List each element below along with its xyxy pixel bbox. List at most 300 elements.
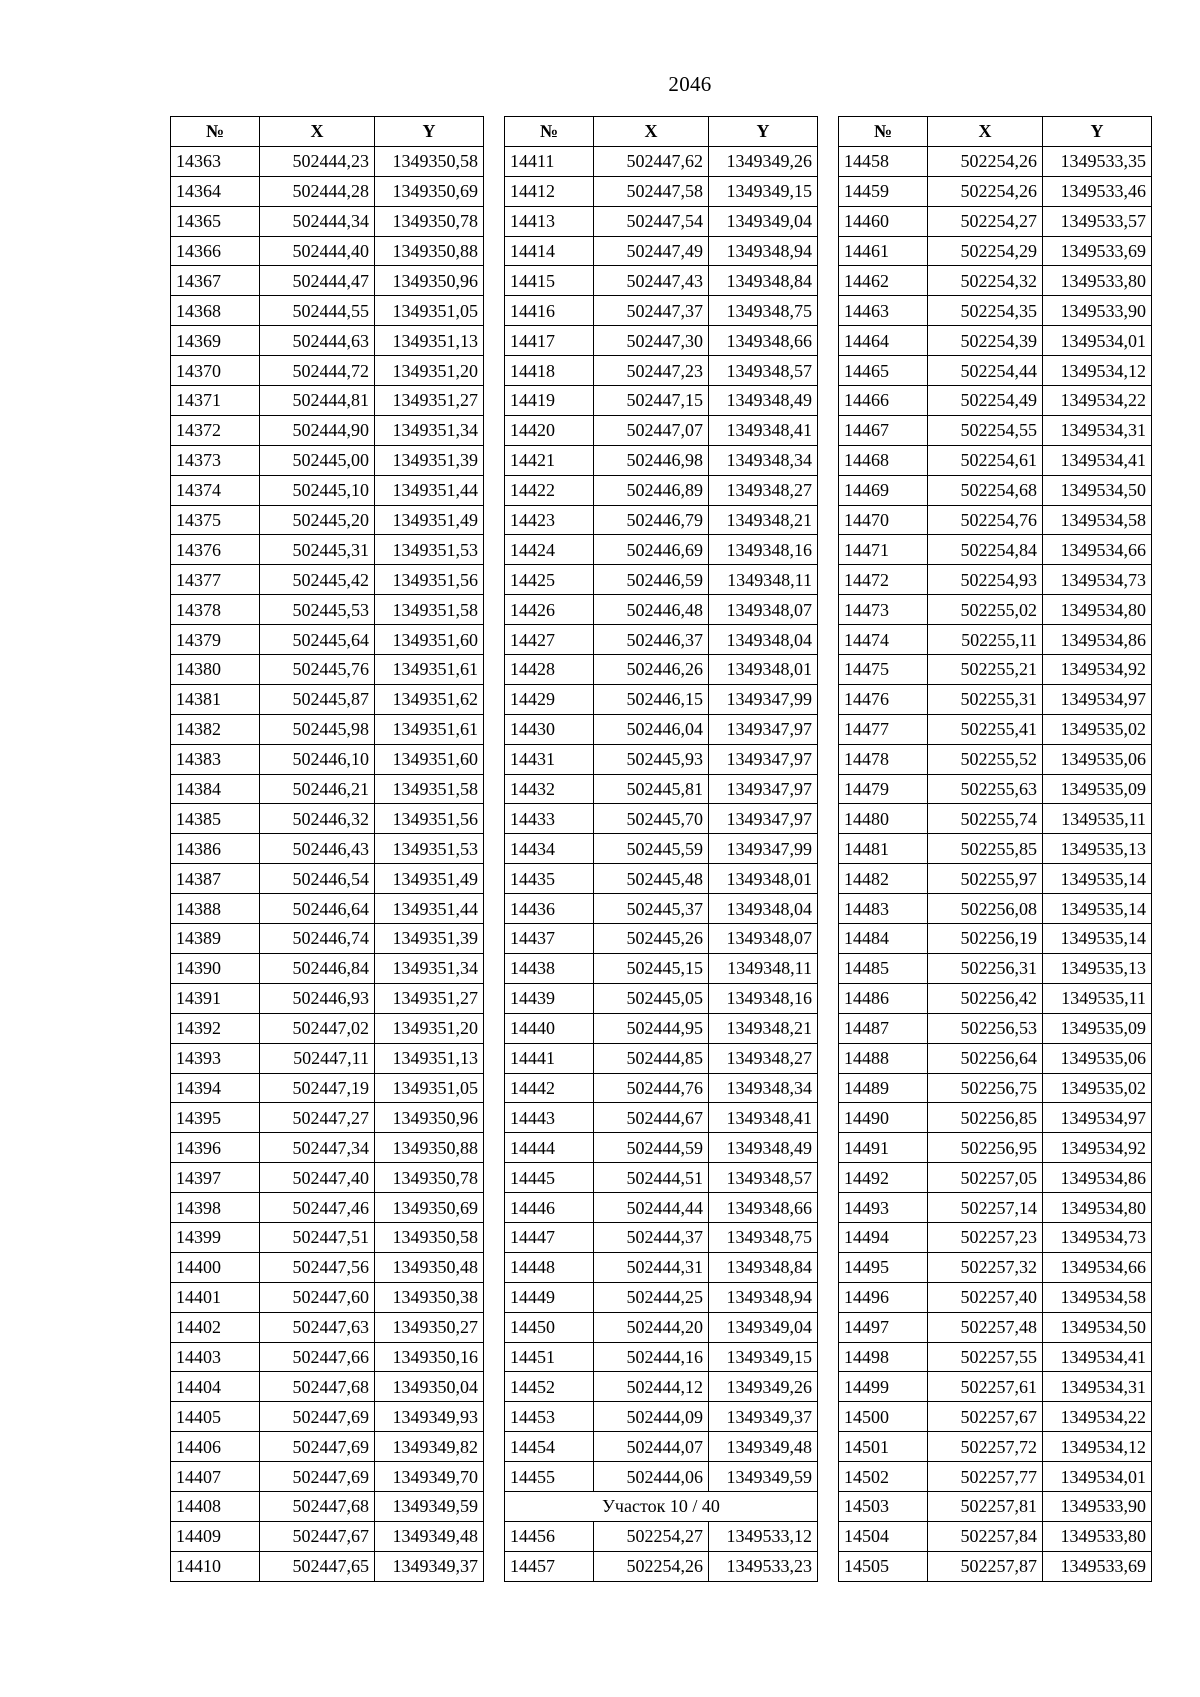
cell-point-number: 14451 bbox=[505, 1342, 594, 1372]
cell-y-coordinate: 1349348,49 bbox=[709, 1133, 818, 1163]
cell-point-number: 14460 bbox=[839, 206, 928, 236]
cell-x-coordinate: 502447,69 bbox=[260, 1462, 375, 1492]
cell-x-coordinate: 502446,74 bbox=[260, 924, 375, 954]
cell-x-coordinate: 502447,23 bbox=[594, 356, 709, 386]
table-row bbox=[171, 924, 484, 954]
table-row bbox=[839, 1043, 1152, 1073]
cell-x-coordinate: 502444,06 bbox=[594, 1462, 709, 1492]
cell-y-coordinate: 1349351,27 bbox=[375, 386, 484, 416]
cell-x-coordinate: 502444,95 bbox=[594, 1013, 709, 1043]
cell-x-coordinate: 502254,26 bbox=[928, 176, 1043, 206]
cell-point-number: 14388 bbox=[171, 894, 260, 924]
cell-point-number: 14378 bbox=[171, 595, 260, 625]
cell-x-coordinate: 502257,48 bbox=[928, 1312, 1043, 1342]
cell-point-number: 14483 bbox=[839, 894, 928, 924]
cell-point-number: 14494 bbox=[839, 1222, 928, 1252]
cell-point-number: 14416 bbox=[505, 296, 594, 326]
cell-x-coordinate: 502254,44 bbox=[928, 356, 1043, 386]
cell-point-number: 14415 bbox=[505, 266, 594, 296]
table-row bbox=[505, 864, 818, 894]
table-row bbox=[171, 445, 484, 475]
table-row bbox=[171, 1103, 484, 1133]
cell-y-coordinate: 1349534,01 bbox=[1043, 1462, 1152, 1492]
cell-point-number: 14468 bbox=[839, 445, 928, 475]
cell-x-coordinate: 502255,63 bbox=[928, 774, 1043, 804]
table-row bbox=[505, 356, 818, 386]
cell-y-coordinate: 1349348,16 bbox=[709, 983, 818, 1013]
cell-point-number: 14496 bbox=[839, 1282, 928, 1312]
cell-y-coordinate: 1349534,22 bbox=[1043, 1402, 1152, 1432]
cell-x-coordinate: 502445,15 bbox=[594, 953, 709, 983]
table-row bbox=[171, 983, 484, 1013]
cell-x-coordinate: 502255,97 bbox=[928, 864, 1043, 894]
cell-x-coordinate: 502447,67 bbox=[260, 1521, 375, 1551]
cell-x-coordinate: 502444,09 bbox=[594, 1402, 709, 1432]
table-row bbox=[171, 415, 484, 445]
cell-point-number: 14501 bbox=[839, 1432, 928, 1462]
table-row bbox=[839, 1103, 1152, 1133]
cell-y-coordinate: 1349349,15 bbox=[709, 1342, 818, 1372]
cell-x-coordinate: 502445,98 bbox=[260, 714, 375, 744]
cell-point-number: 14433 bbox=[505, 804, 594, 834]
cell-y-coordinate: 1349348,57 bbox=[709, 356, 818, 386]
cell-point-number: 14502 bbox=[839, 1462, 928, 1492]
table-row bbox=[839, 1073, 1152, 1103]
cell-y-coordinate: 1349351,61 bbox=[375, 655, 484, 685]
cell-y-coordinate: 1349348,94 bbox=[709, 236, 818, 266]
table-row bbox=[171, 655, 484, 685]
table-row bbox=[171, 834, 484, 864]
cell-point-number: 14410 bbox=[171, 1551, 260, 1581]
cell-x-coordinate: 502447,69 bbox=[260, 1402, 375, 1432]
table-row bbox=[505, 296, 818, 326]
cell-x-coordinate: 502447,56 bbox=[260, 1252, 375, 1282]
cell-point-number: 14491 bbox=[839, 1133, 928, 1163]
table-row bbox=[505, 1312, 818, 1342]
cell-y-coordinate: 1349351,56 bbox=[375, 565, 484, 595]
cell-y-coordinate: 1349348,49 bbox=[709, 386, 818, 416]
cell-y-coordinate: 1349534,22 bbox=[1043, 386, 1152, 416]
table-row bbox=[839, 894, 1152, 924]
cell-x-coordinate: 502255,21 bbox=[928, 655, 1043, 685]
cell-x-coordinate: 502446,32 bbox=[260, 804, 375, 834]
cell-x-coordinate: 502444,12 bbox=[594, 1372, 709, 1402]
cell-x-coordinate: 502446,79 bbox=[594, 505, 709, 535]
cell-x-coordinate: 502447,51 bbox=[260, 1222, 375, 1252]
table-row bbox=[505, 535, 818, 565]
cell-point-number: 14455 bbox=[505, 1462, 594, 1492]
cell-point-number: 14423 bbox=[505, 505, 594, 535]
cell-x-coordinate: 502446,21 bbox=[260, 774, 375, 804]
cell-x-coordinate: 502254,27 bbox=[928, 206, 1043, 236]
cell-y-coordinate: 1349351,20 bbox=[375, 1013, 484, 1043]
table-row bbox=[505, 1222, 818, 1252]
table-row bbox=[505, 1372, 818, 1402]
cell-point-number: 14486 bbox=[839, 983, 928, 1013]
table-row bbox=[171, 1491, 484, 1521]
table-row bbox=[839, 1282, 1152, 1312]
cell-x-coordinate: 502444,51 bbox=[594, 1163, 709, 1193]
table-row bbox=[505, 774, 818, 804]
cell-x-coordinate: 502446,10 bbox=[260, 744, 375, 774]
table-row bbox=[505, 684, 818, 714]
cell-x-coordinate: 502444,34 bbox=[260, 206, 375, 236]
cell-y-coordinate: 1349535,11 bbox=[1043, 983, 1152, 1013]
table-row bbox=[171, 266, 484, 296]
cell-y-coordinate: 1349533,69 bbox=[1043, 236, 1152, 266]
cell-point-number: 14435 bbox=[505, 864, 594, 894]
cell-point-number: 14391 bbox=[171, 983, 260, 1013]
table-row bbox=[171, 1043, 484, 1073]
coordinate-table-1 bbox=[170, 116, 484, 1582]
cell-y-coordinate: 1349534,66 bbox=[1043, 1252, 1152, 1282]
table-row bbox=[839, 1222, 1152, 1252]
cell-x-coordinate: 502257,40 bbox=[928, 1282, 1043, 1312]
cell-x-coordinate: 502256,31 bbox=[928, 953, 1043, 983]
cell-point-number: 14492 bbox=[839, 1163, 928, 1193]
cell-y-coordinate: 1349351,39 bbox=[375, 924, 484, 954]
table-row bbox=[839, 206, 1152, 236]
cell-x-coordinate: 502445,00 bbox=[260, 445, 375, 475]
cell-y-coordinate: 1349534,80 bbox=[1043, 1193, 1152, 1223]
cell-x-coordinate: 502447,11 bbox=[260, 1043, 375, 1073]
table-row bbox=[171, 1312, 484, 1342]
cell-y-coordinate: 1349349,04 bbox=[709, 1312, 818, 1342]
cell-y-coordinate: 1349347,99 bbox=[709, 834, 818, 864]
coordinate-table-3 bbox=[838, 116, 1152, 1582]
cell-y-coordinate: 1349348,94 bbox=[709, 1282, 818, 1312]
cell-y-coordinate: 1349535,09 bbox=[1043, 774, 1152, 804]
cell-x-coordinate: 502446,54 bbox=[260, 864, 375, 894]
table-row bbox=[171, 1013, 484, 1043]
table-row bbox=[505, 1193, 818, 1223]
cell-y-coordinate: 1349351,61 bbox=[375, 714, 484, 744]
cell-point-number: 14383 bbox=[171, 744, 260, 774]
cell-y-coordinate: 1349348,21 bbox=[709, 505, 818, 535]
table-row bbox=[839, 445, 1152, 475]
table-row bbox=[839, 1402, 1152, 1432]
table-row bbox=[505, 415, 818, 445]
cell-y-coordinate: 1349348,84 bbox=[709, 1252, 818, 1282]
cell-y-coordinate: 1349351,49 bbox=[375, 864, 484, 894]
cell-y-coordinate: 1349350,88 bbox=[375, 1133, 484, 1163]
cell-x-coordinate: 502446,64 bbox=[260, 894, 375, 924]
table-row bbox=[171, 774, 484, 804]
table-row bbox=[171, 505, 484, 535]
cell-y-coordinate: 1349534,31 bbox=[1043, 415, 1152, 445]
cell-y-coordinate: 1349351,56 bbox=[375, 804, 484, 834]
table-row bbox=[505, 565, 818, 595]
cell-y-coordinate: 1349533,90 bbox=[1043, 1491, 1152, 1521]
cell-y-coordinate: 1349533,90 bbox=[1043, 296, 1152, 326]
cell-point-number: 14481 bbox=[839, 834, 928, 864]
cell-x-coordinate: 502256,42 bbox=[928, 983, 1043, 1013]
cell-y-coordinate: 1349535,06 bbox=[1043, 744, 1152, 774]
cell-point-number: 14428 bbox=[505, 655, 594, 685]
cell-x-coordinate: 502446,59 bbox=[594, 565, 709, 595]
cell-y-coordinate: 1349348,16 bbox=[709, 535, 818, 565]
cell-x-coordinate: 502446,26 bbox=[594, 655, 709, 685]
cell-y-coordinate: 1349533,80 bbox=[1043, 1521, 1152, 1551]
table-row bbox=[171, 356, 484, 386]
cell-x-coordinate: 502447,66 bbox=[260, 1342, 375, 1372]
cell-point-number: 14456 bbox=[505, 1521, 594, 1551]
cell-y-coordinate: 1349534,86 bbox=[1043, 1163, 1152, 1193]
table-row bbox=[171, 953, 484, 983]
table-row bbox=[171, 206, 484, 236]
cell-x-coordinate: 502255,11 bbox=[928, 625, 1043, 655]
cell-point-number: 14497 bbox=[839, 1312, 928, 1342]
cell-x-coordinate: 502447,54 bbox=[594, 206, 709, 236]
cell-y-coordinate: 1349535,14 bbox=[1043, 864, 1152, 894]
cell-y-coordinate: 1349349,82 bbox=[375, 1432, 484, 1462]
cell-x-coordinate: 502447,02 bbox=[260, 1013, 375, 1043]
header-no: № bbox=[505, 117, 594, 147]
table-row bbox=[171, 146, 484, 176]
cell-y-coordinate: 1349349,48 bbox=[709, 1432, 818, 1462]
cell-y-coordinate: 1349535,06 bbox=[1043, 1043, 1152, 1073]
cell-point-number: 14445 bbox=[505, 1163, 594, 1193]
cell-point-number: 14417 bbox=[505, 326, 594, 356]
table-row bbox=[505, 206, 818, 236]
cell-y-coordinate: 1349350,58 bbox=[375, 1222, 484, 1252]
cell-y-coordinate: 1349535,09 bbox=[1043, 1013, 1152, 1043]
cell-point-number: 14461 bbox=[839, 236, 928, 266]
table-row bbox=[839, 924, 1152, 954]
table-row bbox=[171, 714, 484, 744]
cell-x-coordinate: 502444,23 bbox=[260, 146, 375, 176]
cell-point-number: 14488 bbox=[839, 1043, 928, 1073]
cell-point-number: 14365 bbox=[171, 206, 260, 236]
table-row bbox=[505, 1043, 818, 1073]
cell-x-coordinate: 502444,07 bbox=[594, 1432, 709, 1462]
table-row bbox=[839, 1312, 1152, 1342]
cell-x-coordinate: 502447,60 bbox=[260, 1282, 375, 1312]
cell-point-number: 14427 bbox=[505, 625, 594, 655]
cell-point-number: 14404 bbox=[171, 1372, 260, 1402]
cell-y-coordinate: 1349351,49 bbox=[375, 505, 484, 535]
cell-x-coordinate: 502257,55 bbox=[928, 1342, 1043, 1372]
cell-x-coordinate: 502254,29 bbox=[928, 236, 1043, 266]
cell-point-number: 14495 bbox=[839, 1252, 928, 1282]
cell-x-coordinate: 502255,74 bbox=[928, 804, 1043, 834]
cell-point-number: 14474 bbox=[839, 625, 928, 655]
table-row bbox=[505, 505, 818, 535]
cell-point-number: 14479 bbox=[839, 774, 928, 804]
cell-x-coordinate: 502445,59 bbox=[594, 834, 709, 864]
cell-point-number: 14408 bbox=[171, 1491, 260, 1521]
table-row bbox=[171, 1402, 484, 1432]
cell-x-coordinate: 502446,48 bbox=[594, 595, 709, 625]
cell-point-number: 14499 bbox=[839, 1372, 928, 1402]
table-row bbox=[839, 714, 1152, 744]
cell-y-coordinate: 1349535,13 bbox=[1043, 953, 1152, 983]
cell-x-coordinate: 502254,26 bbox=[594, 1551, 709, 1581]
cell-y-coordinate: 1349534,73 bbox=[1043, 1222, 1152, 1252]
header-x: X bbox=[594, 117, 709, 147]
cell-y-coordinate: 1349533,69 bbox=[1043, 1551, 1152, 1581]
table-row bbox=[171, 1342, 484, 1372]
table-row bbox=[505, 1013, 818, 1043]
table-row bbox=[171, 1163, 484, 1193]
cell-x-coordinate: 502444,90 bbox=[260, 415, 375, 445]
table-row bbox=[505, 744, 818, 774]
cell-point-number: 14443 bbox=[505, 1103, 594, 1133]
cell-x-coordinate: 502446,93 bbox=[260, 983, 375, 1013]
cell-point-number: 14459 bbox=[839, 176, 928, 206]
table-row bbox=[839, 176, 1152, 206]
cell-point-number: 14392 bbox=[171, 1013, 260, 1043]
table-row bbox=[171, 744, 484, 774]
cell-y-coordinate: 1349348,01 bbox=[709, 864, 818, 894]
cell-y-coordinate: 1349534,92 bbox=[1043, 655, 1152, 685]
cell-point-number: 14484 bbox=[839, 924, 928, 954]
cell-y-coordinate: 1349349,37 bbox=[375, 1551, 484, 1581]
cell-x-coordinate: 502445,93 bbox=[594, 744, 709, 774]
cell-y-coordinate: 1349534,73 bbox=[1043, 565, 1152, 595]
header-y: Y bbox=[375, 117, 484, 147]
header-x: X bbox=[260, 117, 375, 147]
cell-x-coordinate: 502254,61 bbox=[928, 445, 1043, 475]
cell-x-coordinate: 502256,53 bbox=[928, 1013, 1043, 1043]
cell-y-coordinate: 1349348,04 bbox=[709, 894, 818, 924]
cell-x-coordinate: 502446,37 bbox=[594, 625, 709, 655]
cell-y-coordinate: 1349349,26 bbox=[709, 1372, 818, 1402]
cell-point-number: 14463 bbox=[839, 296, 928, 326]
cell-x-coordinate: 502444,76 bbox=[594, 1073, 709, 1103]
cell-y-coordinate: 1349348,11 bbox=[709, 565, 818, 595]
cell-x-coordinate: 502445,42 bbox=[260, 565, 375, 595]
cell-y-coordinate: 1349534,50 bbox=[1043, 1312, 1152, 1342]
cell-y-coordinate: 1349351,27 bbox=[375, 983, 484, 1013]
table-row bbox=[839, 1013, 1152, 1043]
cell-x-coordinate: 502257,72 bbox=[928, 1432, 1043, 1462]
table-row bbox=[839, 1163, 1152, 1193]
cell-point-number: 14444 bbox=[505, 1133, 594, 1163]
table-row bbox=[839, 655, 1152, 685]
table-row bbox=[839, 326, 1152, 356]
table-row bbox=[505, 1133, 818, 1163]
table-row bbox=[839, 535, 1152, 565]
cell-point-number: 14478 bbox=[839, 744, 928, 774]
cell-point-number: 14439 bbox=[505, 983, 594, 1013]
cell-point-number: 14457 bbox=[505, 1551, 594, 1581]
table-row bbox=[839, 386, 1152, 416]
table-row bbox=[171, 804, 484, 834]
table-row bbox=[505, 595, 818, 625]
table-row bbox=[839, 505, 1152, 535]
cell-point-number: 14505 bbox=[839, 1551, 928, 1581]
table-row bbox=[171, 535, 484, 565]
table-row bbox=[171, 894, 484, 924]
cell-point-number: 14448 bbox=[505, 1252, 594, 1282]
table-row bbox=[839, 236, 1152, 266]
cell-y-coordinate: 1349533,57 bbox=[1043, 206, 1152, 236]
cell-point-number: 14493 bbox=[839, 1193, 928, 1223]
cell-x-coordinate: 502444,85 bbox=[594, 1043, 709, 1073]
cell-y-coordinate: 1349351,60 bbox=[375, 744, 484, 774]
cell-point-number: 14452 bbox=[505, 1372, 594, 1402]
cell-x-coordinate: 502444,28 bbox=[260, 176, 375, 206]
table-row bbox=[505, 655, 818, 685]
cell-y-coordinate: 1349350,38 bbox=[375, 1282, 484, 1312]
cell-y-coordinate: 1349535,14 bbox=[1043, 894, 1152, 924]
table-row bbox=[839, 953, 1152, 983]
table-header-row bbox=[505, 117, 818, 147]
cell-y-coordinate: 1349349,70 bbox=[375, 1462, 484, 1492]
cell-x-coordinate: 502257,84 bbox=[928, 1521, 1043, 1551]
cell-x-coordinate: 502254,39 bbox=[928, 326, 1043, 356]
table-row bbox=[505, 326, 818, 356]
cell-point-number: 14402 bbox=[171, 1312, 260, 1342]
cell-point-number: 14407 bbox=[171, 1462, 260, 1492]
cell-x-coordinate: 502446,15 bbox=[594, 684, 709, 714]
cell-y-coordinate: 1349349,48 bbox=[375, 1521, 484, 1551]
cell-point-number: 14482 bbox=[839, 864, 928, 894]
cell-point-number: 14430 bbox=[505, 714, 594, 744]
cell-y-coordinate: 1349533,23 bbox=[709, 1551, 818, 1581]
cell-point-number: 14393 bbox=[171, 1043, 260, 1073]
table-row bbox=[505, 266, 818, 296]
cell-point-number: 14458 bbox=[839, 146, 928, 176]
cell-y-coordinate: 1349534,31 bbox=[1043, 1372, 1152, 1402]
cell-point-number: 14420 bbox=[505, 415, 594, 445]
cell-y-coordinate: 1349348,75 bbox=[709, 1222, 818, 1252]
cell-y-coordinate: 1349350,04 bbox=[375, 1372, 484, 1402]
table-row bbox=[839, 774, 1152, 804]
cell-point-number: 14411 bbox=[505, 146, 594, 176]
table-row bbox=[839, 1372, 1152, 1402]
cell-point-number: 14453 bbox=[505, 1402, 594, 1432]
cell-x-coordinate: 502256,64 bbox=[928, 1043, 1043, 1073]
table-row bbox=[839, 1551, 1152, 1581]
cell-x-coordinate: 502444,67 bbox=[594, 1103, 709, 1133]
table-row bbox=[505, 236, 818, 266]
table-row bbox=[505, 924, 818, 954]
table-row bbox=[839, 146, 1152, 176]
table-row bbox=[839, 983, 1152, 1013]
cell-y-coordinate: 1349350,88 bbox=[375, 236, 484, 266]
table-row bbox=[505, 834, 818, 864]
cell-x-coordinate: 502445,48 bbox=[594, 864, 709, 894]
table-row bbox=[505, 1252, 818, 1282]
coordinate-tables bbox=[0, 116, 1200, 1586]
cell-point-number: 14412 bbox=[505, 176, 594, 206]
cell-y-coordinate: 1349534,92 bbox=[1043, 1133, 1152, 1163]
cell-x-coordinate: 502254,76 bbox=[928, 505, 1043, 535]
cell-x-coordinate: 502447,34 bbox=[260, 1133, 375, 1163]
cell-y-coordinate: 1349535,11 bbox=[1043, 804, 1152, 834]
cell-point-number: 14377 bbox=[171, 565, 260, 595]
table-row bbox=[171, 475, 484, 505]
table-row bbox=[171, 1462, 484, 1492]
cell-point-number: 14386 bbox=[171, 834, 260, 864]
cell-y-coordinate: 1349351,44 bbox=[375, 475, 484, 505]
cell-y-coordinate: 1349348,66 bbox=[709, 326, 818, 356]
cell-x-coordinate: 502254,27 bbox=[594, 1521, 709, 1551]
table-row bbox=[839, 864, 1152, 894]
cell-point-number: 14450 bbox=[505, 1312, 594, 1342]
cell-x-coordinate: 502445,26 bbox=[594, 924, 709, 954]
cell-y-coordinate: 1349349,59 bbox=[375, 1491, 484, 1521]
cell-y-coordinate: 1349348,04 bbox=[709, 625, 818, 655]
cell-x-coordinate: 502444,25 bbox=[594, 1282, 709, 1312]
cell-y-coordinate: 1349347,97 bbox=[709, 714, 818, 744]
cell-y-coordinate: 1349349,93 bbox=[375, 1402, 484, 1432]
table-row bbox=[171, 176, 484, 206]
cell-point-number: 14432 bbox=[505, 774, 594, 804]
cell-y-coordinate: 1349348,21 bbox=[709, 1013, 818, 1043]
